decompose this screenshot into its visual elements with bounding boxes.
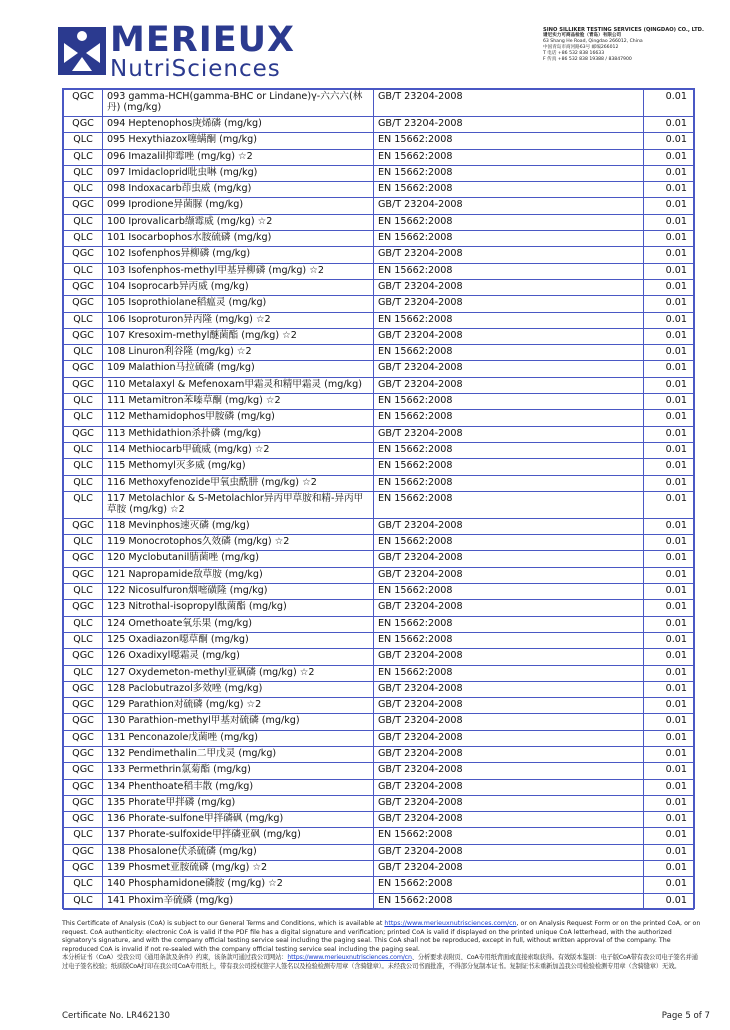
table-row xyxy=(64,90,694,117)
standard-cell: EN 15662:2008 xyxy=(374,149,644,165)
analyte-cell: 106 Isoproturon异丙隆 (mg/kg) ☆2 xyxy=(103,312,374,328)
analyte-cell: 112 Methamidophos甲胺磷 (mg/kg) xyxy=(103,410,374,426)
logo-wordmark-top: MERIEUX xyxy=(110,20,296,60)
analyte-cell: 101 Isocarbophos水胺硫磷 (mg/kg) xyxy=(103,231,374,247)
method-code-cell: QGC xyxy=(64,377,103,393)
table-row xyxy=(64,584,694,600)
lod-cell: 0.01 xyxy=(644,426,694,442)
lod-cell: 0.01 xyxy=(644,681,694,697)
disclaimer-cn xyxy=(62,954,702,971)
analyte-cell: 118 Mevinphos速灭磷 (mg/kg) xyxy=(103,518,374,534)
method-code-cell: QLC xyxy=(64,182,103,198)
lod-cell: 0.01 xyxy=(644,616,694,632)
table-row xyxy=(64,361,694,377)
lod-cell: 0.01 xyxy=(644,632,694,648)
table-row xyxy=(64,263,694,279)
method-code-cell: QLC xyxy=(64,828,103,844)
method-code-cell: QGC xyxy=(64,518,103,534)
address-line: 谱尼实力可商品检验（青岛）有限公司 xyxy=(543,33,622,39)
standard-cell: EN 15662:2008 xyxy=(374,394,644,410)
method-code-cell: QGC xyxy=(64,247,103,263)
method-code-cell: QLC xyxy=(64,149,103,165)
lod-cell: 0.01 xyxy=(644,714,694,730)
lod-cell: 0.01 xyxy=(644,861,694,877)
analyte-cell: 095 Hexythiazox噻螨酮 (mg/kg) xyxy=(103,133,374,149)
address-line: T 电话 +86 532 838 16633 xyxy=(543,51,605,57)
method-code-cell: QGC xyxy=(64,714,103,730)
table-row xyxy=(64,296,694,312)
table-row xyxy=(64,779,694,795)
standard-cell: GB/T 23204-2008 xyxy=(374,861,644,877)
method-code-cell: QGC xyxy=(64,649,103,665)
table-row xyxy=(64,632,694,648)
table-row xyxy=(64,459,694,475)
table-row xyxy=(64,442,694,458)
lod-cell: 0.01 xyxy=(644,730,694,746)
standard-cell: EN 15662:2008 xyxy=(374,410,644,426)
table-row xyxy=(64,746,694,762)
standard-cell: EN 15662:2008 xyxy=(374,165,644,181)
lod-cell: 0.01 xyxy=(644,475,694,491)
table-row xyxy=(64,491,694,518)
analyte-cell: 131 Penconazole戊菌唑 (mg/kg) xyxy=(103,730,374,746)
standard-cell: EN 15662:2008 xyxy=(374,665,644,681)
method-code-cell: QGC xyxy=(64,90,103,117)
standard-cell: GB/T 23204-2008 xyxy=(374,117,644,133)
lod-cell: 0.01 xyxy=(644,247,694,263)
standard-cell: GB/T 23204-2008 xyxy=(374,763,644,779)
standard-cell: GB/T 23204-2008 xyxy=(374,812,644,828)
lod-cell: 0.01 xyxy=(644,296,694,312)
lod-cell: 0.01 xyxy=(644,763,694,779)
standard-cell: GB/T 23204-2008 xyxy=(374,681,644,697)
method-code-cell: QGC xyxy=(64,779,103,795)
method-code-cell: QGC xyxy=(64,117,103,133)
standard-cell: GB/T 23204-2008 xyxy=(374,795,644,811)
standard-cell: GB/T 23204-2008 xyxy=(374,361,644,377)
address-line: 中国青岛市商河路63号 邮编266012 xyxy=(543,45,619,51)
standard-cell: EN 15662:2008 xyxy=(374,893,644,909)
lod-cell: 0.01 xyxy=(644,746,694,762)
table-row xyxy=(64,312,694,328)
table-row xyxy=(64,377,694,393)
standard-cell: EN 15662:2008 xyxy=(374,535,644,551)
standard-cell: GB/T 23204-2008 xyxy=(374,296,644,312)
method-code-cell: QLC xyxy=(64,491,103,518)
lod-cell: 0.01 xyxy=(644,600,694,616)
method-code-cell: QLC xyxy=(64,535,103,551)
standard-cell: EN 15662:2008 xyxy=(374,616,644,632)
analyte-cell: 098 Indoxacarb茚虫威 (mg/kg) xyxy=(103,182,374,198)
analyte-cell: 102 Isofenphos异柳磷 (mg/kg) xyxy=(103,247,374,263)
analyte-cell: 141 Phoxim辛硫磷 (mg/kg) xyxy=(103,893,374,909)
lod-cell: 0.01 xyxy=(644,377,694,393)
table-row xyxy=(64,149,694,165)
table-row xyxy=(64,475,694,491)
table-row xyxy=(64,518,694,534)
standard-cell: EN 15662:2008 xyxy=(374,182,644,198)
method-code-cell: QLC xyxy=(64,231,103,247)
lod-cell: 0.01 xyxy=(644,459,694,475)
merieux-logo-icon xyxy=(58,27,106,75)
standard-cell: EN 15662:2008 xyxy=(374,312,644,328)
analyte-cell: 133 Permethrin氯菊酯 (mg/kg) xyxy=(103,763,374,779)
analyte-cell: 122 Nicosulfuron烟嘧磺隆 (mg/kg) xyxy=(103,584,374,600)
analyte-cell: 105 Isoprothiolane稻瘟灵 (mg/kg) xyxy=(103,296,374,312)
table-row xyxy=(64,133,694,149)
table-row xyxy=(64,861,694,877)
standard-cell: GB/T 23204-2008 xyxy=(374,426,644,442)
method-code-cell: QLC xyxy=(64,584,103,600)
analyte-cell: 124 Omethoate氧乐果 (mg/kg) xyxy=(103,616,374,632)
analyte-cell: 116 Methoxyfenozide甲氧虫酰肼 (mg/kg) ☆2 xyxy=(103,475,374,491)
standard-cell: GB/T 23204-2008 xyxy=(374,730,644,746)
analyte-cell: 139 Phosmet亚胺硫磷 (mg/kg) ☆2 xyxy=(103,861,374,877)
lod-cell: 0.01 xyxy=(644,567,694,583)
lod-cell: 0.01 xyxy=(644,117,694,133)
standard-cell: EN 15662:2008 xyxy=(374,491,644,518)
standard-cell: GB/T 23204-2008 xyxy=(374,198,644,214)
method-code-cell: QGC xyxy=(64,279,103,295)
lod-cell: 0.01 xyxy=(644,665,694,681)
table-row xyxy=(64,714,694,730)
standard-cell: GB/T 23204-2008 xyxy=(374,247,644,263)
company-address xyxy=(543,27,728,64)
results-table-body xyxy=(64,90,694,910)
method-code-cell: QLC xyxy=(64,312,103,328)
standard-cell: EN 15662:2008 xyxy=(374,345,644,361)
disclaimer-en-text-cont: , or on Analysis Request Form or on the printed CoA, or on request. CoA authenticity: electronic CoA is valid if the PDF file has a digital signature and verification; printed CoA is valid if displayed on the printed unique CoA letterhead, with the authorized signatory's signature, and with the company official testing service seal including the paging seal. This CoA shall not be reproduced, except in full, without written approval of the company. The reproduced CoA is invalid if not re-sealed with the company official testing service seal including the paging seal. xyxy=(62,920,701,953)
method-code-cell: QGC xyxy=(64,600,103,616)
method-code-cell: QLC xyxy=(64,632,103,648)
standard-cell: GB/T 23204-2008 xyxy=(374,377,644,393)
lod-cell: 0.01 xyxy=(644,345,694,361)
analyte-cell: 140 Phosphamidone磷胺 (mg/kg) ☆2 xyxy=(103,877,374,893)
standard-cell: EN 15662:2008 xyxy=(374,877,644,893)
lod-cell: 0.01 xyxy=(644,312,694,328)
lod-cell: 0.01 xyxy=(644,535,694,551)
page-header xyxy=(0,0,730,88)
analyte-cell: 134 Phenthoate稻丰散 (mg/kg) xyxy=(103,779,374,795)
terms-link-cn[interactable]: https://www.merieuxnutrisciences.com/cn xyxy=(287,954,412,962)
method-code-cell: QGC xyxy=(64,763,103,779)
disclaimer-en-text: This Certificate of Analysis (CoA) is subject to our General Terms and Conditions, which is available at xyxy=(62,920,385,927)
analyte-cell: 114 Methiocarb甲硫威 (mg/kg) ☆2 xyxy=(103,442,374,458)
method-code-cell: QLC xyxy=(64,893,103,909)
analyte-cell: 093 gamma-HCH(gamma-BHC or Lindane)γ-六六六(林丹) (mg/kg) xyxy=(103,90,374,117)
standard-cell: GB/T 23204-2008 xyxy=(374,567,644,583)
lod-cell: 0.01 xyxy=(644,877,694,893)
analyte-cell: 123 Nitrothal-isopropyl酞菌酯 (mg/kg) xyxy=(103,600,374,616)
analyte-cell: 117 Metolachlor & S-Metolachlor异丙甲草胺和精-异丙甲草胺 (mg/kg) ☆2 xyxy=(103,491,374,518)
standard-cell: GB/T 23204-2008 xyxy=(374,279,644,295)
method-code-cell: QGC xyxy=(64,746,103,762)
lod-cell: 0.01 xyxy=(644,361,694,377)
method-code-cell: QGC xyxy=(64,730,103,746)
analyte-cell: 127 Oxydemeton-methyl亚砜磷 (mg/kg) ☆2 xyxy=(103,665,374,681)
analyte-cell: 097 Imidacloprid吡虫啉 (mg/kg) xyxy=(103,165,374,181)
analyte-cell: 121 Napropamide敌草胺 (mg/kg) xyxy=(103,567,374,583)
table-row xyxy=(64,410,694,426)
lod-cell: 0.01 xyxy=(644,795,694,811)
lod-cell: 0.01 xyxy=(644,518,694,534)
table-row xyxy=(64,345,694,361)
table-row xyxy=(64,551,694,567)
table-row xyxy=(64,600,694,616)
analyte-cell: 138 Phosalone伏杀硫磷 (mg/kg) xyxy=(103,844,374,860)
table-row xyxy=(64,279,694,295)
method-code-cell: QGC xyxy=(64,198,103,214)
lod-cell: 0.01 xyxy=(644,844,694,860)
standard-cell: EN 15662:2008 xyxy=(374,459,644,475)
analyte-cell: 128 Paclobutrazol多效唑 (mg/kg) xyxy=(103,681,374,697)
analyte-cell: 104 Isoprocarb异丙威 (mg/kg) xyxy=(103,279,374,295)
analyte-cell: 119 Monocrotophos久效磷 (mg/kg) ☆2 xyxy=(103,535,374,551)
standard-cell: EN 15662:2008 xyxy=(374,828,644,844)
table-row xyxy=(64,426,694,442)
analyte-cell: 135 Phorate甲拌磷 (mg/kg) xyxy=(103,795,374,811)
analyte-cell: 094 Heptenophos庚烯磷 (mg/kg) xyxy=(103,117,374,133)
analyte-cell: 111 Metamitron苯嗪草酮 (mg/kg) ☆2 xyxy=(103,394,374,410)
analyte-cell: 132 Pendimethalin二甲戊灵 (mg/kg) xyxy=(103,746,374,762)
lod-cell: 0.01 xyxy=(644,893,694,909)
disclaimer-cn-text: 本分析证书（CoA）受我公司《通用条款及条件》约束，该条款可通过我公司网站： xyxy=(62,954,288,962)
lod-cell: 0.01 xyxy=(644,698,694,714)
analyte-cell: 113 Methidathion杀扑磷 (mg/kg) xyxy=(103,426,374,442)
analyte-cell: 100 Iprovalicarb缬霉威 (mg/kg) ☆2 xyxy=(103,214,374,230)
lod-cell: 0.01 xyxy=(644,828,694,844)
standard-cell: EN 15662:2008 xyxy=(374,231,644,247)
analyte-cell: 099 Iprodione异菌脲 (mg/kg) xyxy=(103,198,374,214)
method-code-cell: QGC xyxy=(64,567,103,583)
disclaimer-cn-text-cont: 、分析要求表附页、CoA专用纸背面或直接索取获得。有效版本鉴别：电子版CoA带有我公司电子签名并通过电子签名校验；纸质版CoA打印在我公司CoA专用纸上，带有我公司授权签字人签名以及检验检测专用章（含骑缝章）。未经我公司书面批准，不得部分复制本证书。复制证书未重新加盖我公司检验检测专用章（含骑缝章）无效。 xyxy=(62,954,698,970)
standard-cell: GB/T 23204-2008 xyxy=(374,746,644,762)
table-row xyxy=(64,198,694,214)
lod-cell: 0.01 xyxy=(644,649,694,665)
standard-cell: GB/T 23204-2008 xyxy=(374,551,644,567)
standard-cell: EN 15662:2008 xyxy=(374,475,644,491)
table-row xyxy=(64,681,694,697)
lod-cell: 0.01 xyxy=(644,442,694,458)
results-table xyxy=(63,89,694,910)
lod-cell: 0.01 xyxy=(644,410,694,426)
logo-wordmark-bottom: NutriSciences xyxy=(110,56,281,82)
lod-cell: 0.01 xyxy=(644,551,694,567)
method-code-cell: QLC xyxy=(64,459,103,475)
table-row xyxy=(64,616,694,632)
table-row xyxy=(64,165,694,181)
method-code-cell: QLC xyxy=(64,877,103,893)
analyte-cell: 115 Methomyl灭多威 (mg/kg) xyxy=(103,459,374,475)
method-code-cell: QLC xyxy=(64,616,103,632)
standard-cell: GB/T 23204-2008 xyxy=(374,698,644,714)
table-row xyxy=(64,182,694,198)
standard-cell: GB/T 23204-2008 xyxy=(374,779,644,795)
method-code-cell: QGC xyxy=(64,861,103,877)
method-code-cell: QLC xyxy=(64,345,103,361)
method-code-cell: QGC xyxy=(64,681,103,697)
method-code-cell: QLC xyxy=(64,165,103,181)
analyte-cell: 110 Metalaxyl & Mefenoxam甲霜灵和精甲霜灵 (mg/kg) xyxy=(103,377,374,393)
lod-cell: 0.01 xyxy=(644,214,694,230)
lod-cell: 0.01 xyxy=(644,812,694,828)
analyte-cell: 129 Parathion对硫磷 (mg/kg) ☆2 xyxy=(103,698,374,714)
standard-cell: GB/T 23204-2008 xyxy=(374,649,644,665)
address-line: F 传真 +86 532 838 19388 / 83847900 xyxy=(543,57,632,63)
lod-cell: 0.01 xyxy=(644,165,694,181)
lod-cell: 0.01 xyxy=(644,263,694,279)
method-code-cell: QGC xyxy=(64,361,103,377)
method-code-cell: QLC xyxy=(64,263,103,279)
method-code-cell: QGC xyxy=(64,812,103,828)
standard-cell: EN 15662:2008 xyxy=(374,133,644,149)
table-row xyxy=(64,649,694,665)
table-row xyxy=(64,730,694,746)
standard-cell: EN 15662:2008 xyxy=(374,442,644,458)
lod-cell: 0.01 xyxy=(644,279,694,295)
certificate-number: Certificate No. LR462130 xyxy=(62,1011,170,1021)
analyte-cell: 130 Parathion-methyl甲基对硫磷 (mg/kg) xyxy=(103,714,374,730)
table-row xyxy=(64,763,694,779)
lod-cell: 0.01 xyxy=(644,133,694,149)
coa-disclaimer xyxy=(62,920,702,972)
standard-cell: GB/T 23204-2008 xyxy=(374,518,644,534)
analyte-cell: 120 Myclobutanil腈菌唑 (mg/kg) xyxy=(103,551,374,567)
table-row xyxy=(64,698,694,714)
terms-link[interactable]: https://www.merieuxnutrisciences.com/cn xyxy=(384,920,517,927)
lod-cell: 0.01 xyxy=(644,231,694,247)
lod-cell: 0.01 xyxy=(644,584,694,600)
table-row xyxy=(64,844,694,860)
analyte-cell: 126 Oxadixyl噁霜灵 (mg/kg) xyxy=(103,649,374,665)
method-code-cell: QGC xyxy=(64,296,103,312)
standard-cell: GB/T 23204-2008 xyxy=(374,328,644,344)
standard-cell: GB/T 23204-2008 xyxy=(374,600,644,616)
merieux-logo xyxy=(58,22,298,82)
method-code-cell: QGC xyxy=(64,698,103,714)
analyte-cell: 096 Imazalil抑霉唑 (mg/kg) ☆2 xyxy=(103,149,374,165)
standard-cell: GB/T 23204-2008 xyxy=(374,90,644,117)
table-row xyxy=(64,828,694,844)
standard-cell: EN 15662:2008 xyxy=(374,584,644,600)
lod-cell: 0.01 xyxy=(644,491,694,518)
lod-cell: 0.01 xyxy=(644,779,694,795)
address-line: 63 Shang He Road, Qingdao 266012, China xyxy=(543,39,643,45)
table-row xyxy=(64,665,694,681)
method-code-cell: QGC xyxy=(64,426,103,442)
lod-cell: 0.01 xyxy=(644,198,694,214)
table-row xyxy=(64,231,694,247)
table-row xyxy=(64,877,694,893)
table-row xyxy=(64,394,694,410)
table-row xyxy=(64,893,694,909)
method-code-cell: QGC xyxy=(64,328,103,344)
address-line: SINO SILLIKER TESTING SERVICES (QINGDAO) CO., LTD. xyxy=(543,27,704,33)
standard-cell: GB/T 23204-2008 xyxy=(374,844,644,860)
analyte-cell: 103 Isofenphos-methyl甲基异柳磷 (mg/kg) ☆2 xyxy=(103,263,374,279)
analyte-cell: 125 Oxadiazon噁草酮 (mg/kg) xyxy=(103,632,374,648)
results-table-frame xyxy=(62,88,695,909)
analyte-cell: 136 Phorate-sulfone甲拌磷砜 (mg/kg) xyxy=(103,812,374,828)
method-code-cell: QLC xyxy=(64,133,103,149)
lod-cell: 0.01 xyxy=(644,149,694,165)
lod-cell: 0.01 xyxy=(644,394,694,410)
table-row xyxy=(64,247,694,263)
table-row xyxy=(64,117,694,133)
method-code-cell: QLC xyxy=(64,394,103,410)
method-code-cell: QLC xyxy=(64,214,103,230)
table-row xyxy=(64,214,694,230)
analyte-cell: 109 Malathion马拉硫磷 (mg/kg) xyxy=(103,361,374,377)
table-row xyxy=(64,795,694,811)
method-code-cell: QGC xyxy=(64,551,103,567)
method-code-cell: QLC xyxy=(64,410,103,426)
page-number: Page 5 of 7 xyxy=(661,1011,710,1021)
disclaimer-en xyxy=(62,920,702,954)
analyte-cell: 107 Kresoxim-methyl醚菌酯 (mg/kg) ☆2 xyxy=(103,328,374,344)
lod-cell: 0.01 xyxy=(644,182,694,198)
lod-cell: 0.01 xyxy=(644,90,694,117)
standard-cell: GB/T 23204-2008 xyxy=(374,714,644,730)
standard-cell: EN 15662:2008 xyxy=(374,214,644,230)
method-code-cell: QLC xyxy=(64,475,103,491)
method-code-cell: QGC xyxy=(64,844,103,860)
method-code-cell: QLC xyxy=(64,665,103,681)
standard-cell: EN 15662:2008 xyxy=(374,632,644,648)
table-row xyxy=(64,812,694,828)
table-row xyxy=(64,328,694,344)
table-row xyxy=(64,567,694,583)
method-code-cell: QLC xyxy=(64,442,103,458)
analyte-cell: 108 Linuron利谷隆 (mg/kg) ☆2 xyxy=(103,345,374,361)
standard-cell: EN 15662:2008 xyxy=(374,263,644,279)
table-row xyxy=(64,535,694,551)
analyte-cell: 137 Phorate-sulfoxide甲拌磷亚砜 (mg/kg) xyxy=(103,828,374,844)
method-code-cell: QGC xyxy=(64,795,103,811)
lod-cell: 0.01 xyxy=(644,328,694,344)
